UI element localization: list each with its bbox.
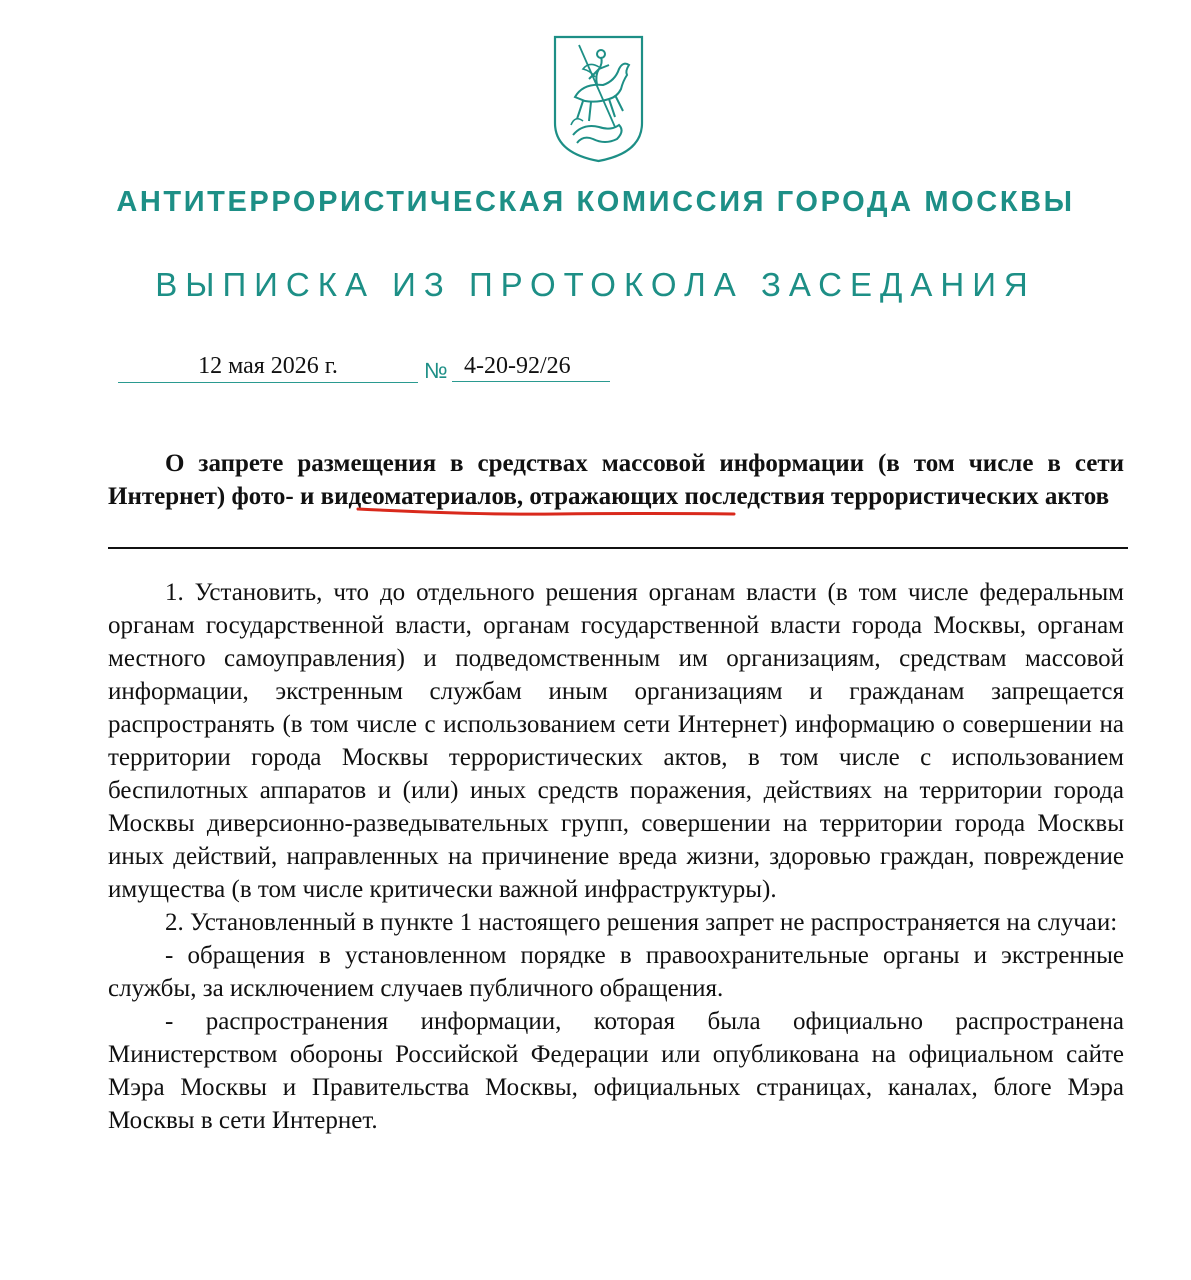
paragraph-2: 2. Установленный в пункте 1 настоящего решения запрет не распространяется на случаи: xyxy=(165,909,1118,936)
moscow-coat-of-arms-icon xyxy=(553,35,644,163)
document-body xyxy=(108,576,1124,1137)
document-number: 4-20-92/26 xyxy=(452,350,610,382)
number-sign: № xyxy=(424,358,448,383)
organization-title: АНТИТЕРРОРИСТИЧЕСКАЯ КОМИССИЯ ГОРОДА МОСКВЫ xyxy=(116,186,1075,218)
paragraph-1: 1. Установить, что до отдельного решения органам власти (в том числе федеральным органам государственной власти, органам государственной власти города Москвы, органам местного самоуправления) и подведомственным им организациям, средствам массовой информации, экстренным службам иным организациям и гражданам запрещается распространять (в том числе с использованием сети Интернет) информацию о совершении на территории города Москвы террористических актов, в том числе с использованием беспилотных аппаратов и (или) иных средств поражения, действиях на территории города Москвы диверсионно-разведывательных групп, совершении на территории города Москвы иных действий, направленных на причинение вреда жизни, здоровью граждан, повреждение имущества (в том числе критически важной инфраструктуры). xyxy=(108,579,1124,903)
subject-divider xyxy=(108,547,1128,549)
document-type-title: ВЫПИСКА ИЗ ПРОТОКОЛА ЗАСЕДАНИЯ xyxy=(155,266,1036,303)
document-subject: О запрете размещения в средствах массовой информации (в том числе в сети Интернет) фото- и видеоматериалов, отражающих последствия террористических актов xyxy=(108,450,1124,510)
document-date: 12 мая 2026 г. xyxy=(118,350,418,383)
paragraph-2-item-2: - распространения информации, которая была официально распространена Министерством обороны Российской Федерации или опубликована на официальном сайте Мэра Москвы и Правительства Москвы, официальных страницах, каналах, блоге Мэра Москвы в сети Интернет. xyxy=(108,1008,1124,1134)
paragraph-2-item-1: - обращения в установленном порядке в правоохранительные органы и экстренные службы, за исключением случаев публичного обращения. xyxy=(108,942,1124,1002)
red-highlight-underline xyxy=(356,503,736,519)
